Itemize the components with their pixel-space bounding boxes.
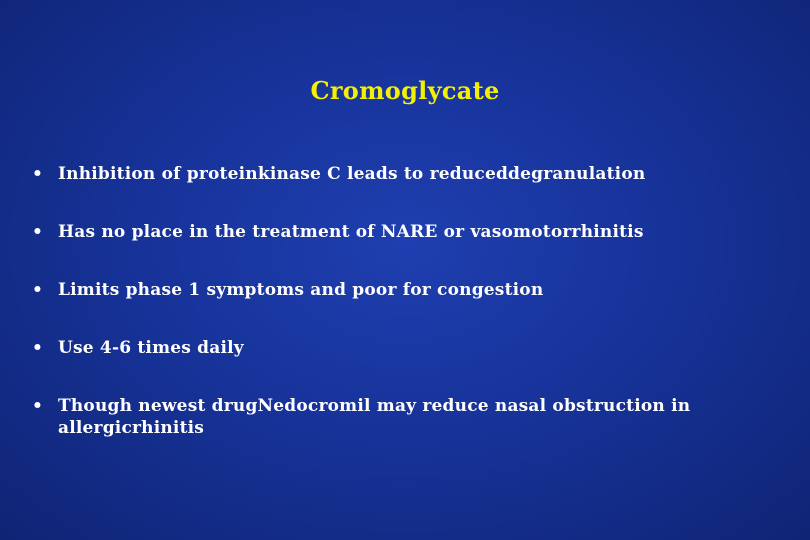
bullet-item (32, 337, 772, 359)
bullet-dot-icon: • (32, 222, 44, 242)
bullet-item (32, 163, 772, 185)
slide-title: Cromoglycate (310, 76, 500, 105)
bullet-item (32, 279, 772, 301)
bullet-dot-icon: • (32, 280, 44, 300)
bullet-text: Though newest drugNedocromil may reduce nasal obstruction in allergicrhinitis (58, 396, 691, 438)
bullet-dot-icon: • (32, 164, 44, 184)
bullet-text: Has no place in the treatment of NARE or vasomotorrhinitis (58, 222, 644, 242)
bullet-text: Use 4-6 times daily (58, 338, 244, 358)
bullet-text: Inhibition of proteinkinase C leads to reduceddegranulation (58, 164, 646, 184)
bullet-dot-icon: • (32, 396, 44, 416)
bullet-text: Limits phase 1 symptoms and poor for congestion (58, 280, 544, 300)
bullet-item (32, 395, 772, 439)
bullet-dot-icon: • (32, 338, 44, 358)
bullet-item (32, 221, 772, 243)
